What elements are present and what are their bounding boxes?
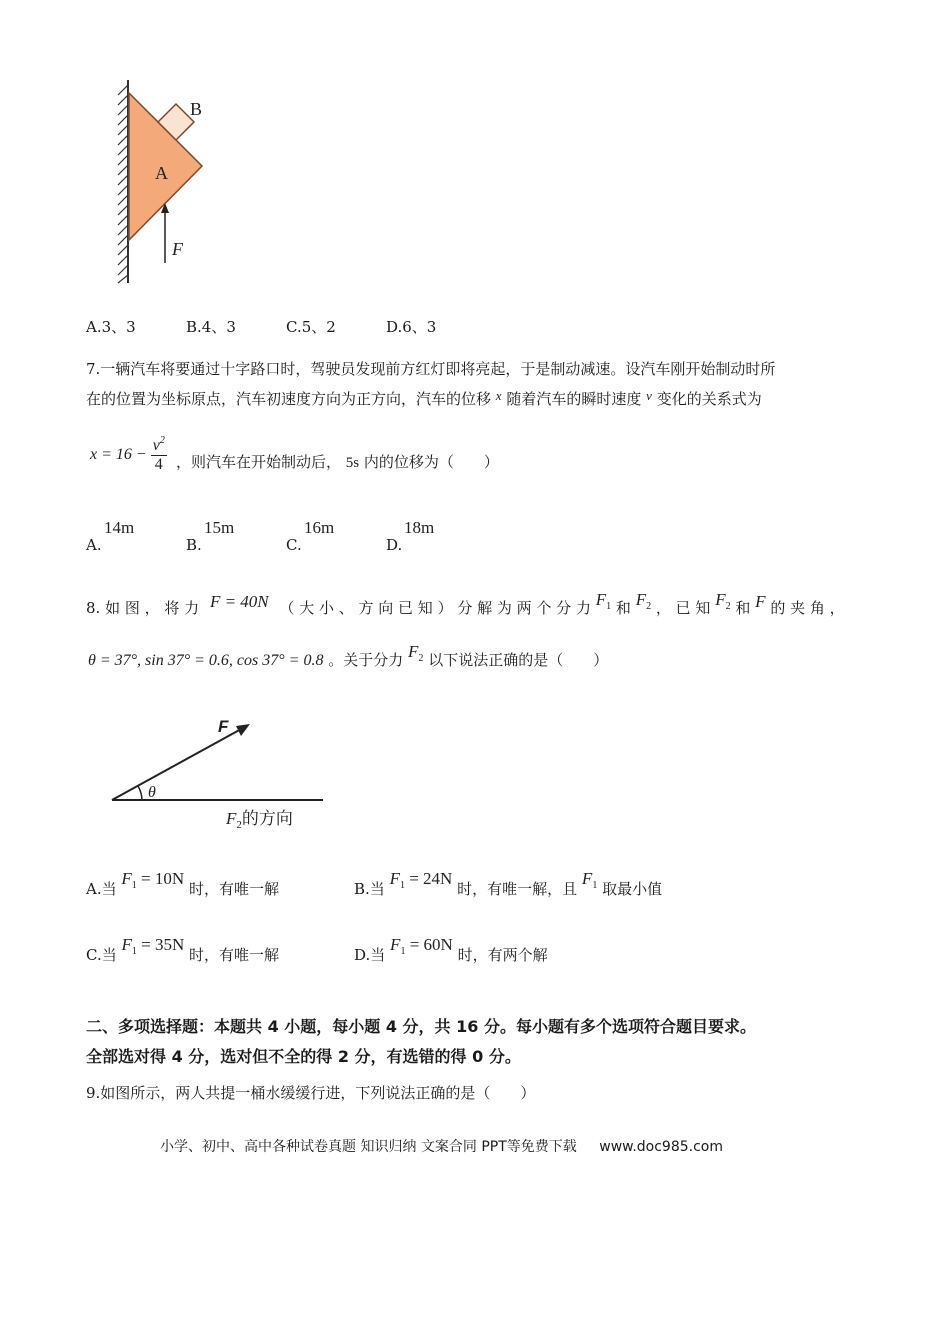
q7-option-c-value: 16m (304, 518, 335, 537)
wall-hatching (118, 80, 128, 283)
q9-text: 9.如图所示，两人共提一桶水缓缓行进，下列说法正确的是（ ） (86, 1084, 536, 1102)
q8-line2-part1: 。关于分力 (328, 651, 404, 669)
q6-figure (110, 75, 230, 290)
theta-arc (138, 786, 142, 800)
q7-option-b-letter: B. (186, 536, 202, 554)
q8-f1: $F_1$ (595, 590, 612, 612)
q8-he1: 和 (615, 599, 631, 617)
q8-line2 (88, 642, 609, 673)
q8-force: F = 40N (209, 592, 269, 611)
force-f-line (112, 728, 243, 800)
q8-he2: 和 (735, 599, 751, 617)
q8-figure (108, 710, 328, 835)
q8-option-b: B.当 $F_1 = 24N$ 时，有唯一解，且 $F_1$ 取最小值 (354, 869, 663, 898)
footer (160, 1136, 723, 1156)
footer-text: 小学、初中、高中各种试卷真题 知识归纳 文案合同 PPT等免费下载 (160, 1139, 577, 1155)
formula-num-sup: 2 (159, 434, 165, 446)
footer-url[interactable]: www.doc985.com (599, 1139, 723, 1155)
q7-option-c-letter: C. (286, 536, 302, 554)
q8-option-c: C.当 $F_1 = 35N$ 时，有唯一解 (86, 935, 280, 964)
label-b: B (190, 99, 203, 119)
q8-line1-part3: ， 已 知 (655, 599, 711, 617)
q6-option-d: D.6、3 (386, 318, 437, 336)
q8-option-d: D.当 $F_1 = 60N$ 时，有两个解 (354, 935, 548, 964)
label-a: A (155, 163, 168, 183)
q7-line2-part2: 随着汽车的瞬时速度 (506, 390, 642, 408)
q8-f2b: $F_2$ (715, 590, 731, 612)
q8-line2-part2: 以下说法正确的是（ ） (428, 651, 609, 669)
q7-line2-part3: 变化的关系式为 (656, 390, 762, 408)
q8-line1 (86, 590, 845, 621)
q7-option-b (186, 518, 266, 554)
fig-label-f: F (218, 717, 229, 736)
q7-option-a-letter: A. (86, 536, 102, 554)
q7-line3 (176, 455, 499, 471)
force-f-arrowhead (236, 724, 250, 736)
fig-label-theta: θ (148, 784, 156, 801)
var-x: x (495, 388, 502, 403)
formula-den: 4 (154, 455, 163, 473)
q6-option-c: C.5、2 (286, 318, 336, 336)
q8-line1-part4: 的 夹 角 ， (770, 599, 845, 617)
q7-formula (90, 430, 167, 480)
q8-f2c: $F_2$ (408, 642, 424, 664)
q6-option-b: B.4、3 (186, 318, 236, 336)
q7-line2-part1: 在的位置为坐标原点，汽车初速度方向为正方向，汽车的位移 (86, 390, 492, 408)
q7-line3-part2: 内的位移为（ ） (363, 453, 499, 471)
q7-line1: 7.一辆汽车将要通过十字路口时，驾驶员发现前方红灯即将亮起，于是制动减速。设汽车刚开始制动时所 (86, 360, 776, 378)
q7-option-d (386, 518, 466, 554)
section2-heading-line2: 全部选对得 4 分，选对但不全的得 2 分，有选错的得 0 分。 (86, 1047, 521, 1066)
formula-num: v (152, 436, 160, 454)
q7-line3-part1: ，则汽车在开始制动后， (176, 453, 342, 471)
formula-fraction (151, 434, 167, 474)
q7-line2 (86, 388, 762, 408)
section2-heading-line1: 二、多项选择题：本题共 4 小题，每小题 4 分，共 16 分。每小题有多个选项符合题目要求。 (86, 1017, 756, 1036)
q8-fb: F (755, 592, 766, 611)
var-v: v (646, 388, 652, 403)
q7-option-d-value: 18m (404, 518, 435, 537)
q7-option-b-value: 15m (204, 518, 235, 537)
formula-lhs: x = 16 − (90, 446, 147, 463)
force-arrow (161, 203, 169, 263)
q8-line1-part2: （ 大 小 、 方 向 已 知 ） 分 解 为 两 个 分 力 (279, 599, 591, 617)
label-f: F (172, 239, 183, 259)
q7-option-d-letter: D. (386, 536, 403, 554)
q8-option-a: A.当 $F_1 = 10N$ 时，有唯一解 (86, 869, 279, 898)
q7-option-a-value: 14m (104, 518, 135, 537)
q6-option-a: A.3、3 (86, 318, 136, 336)
q7-option-c (286, 518, 366, 554)
q8-line1-part1: 8. 如 图 ， 将 力 (86, 599, 200, 617)
q7-option-a (86, 518, 166, 554)
q8-given: θ = 37°, sin 37° = 0.6, cos 37° = 0.8 (88, 652, 324, 669)
fig-label-f2: $F_2$的方向 (226, 809, 293, 831)
q7-time: 5s (345, 455, 360, 471)
q8-f2: $F_2$ (635, 590, 652, 612)
